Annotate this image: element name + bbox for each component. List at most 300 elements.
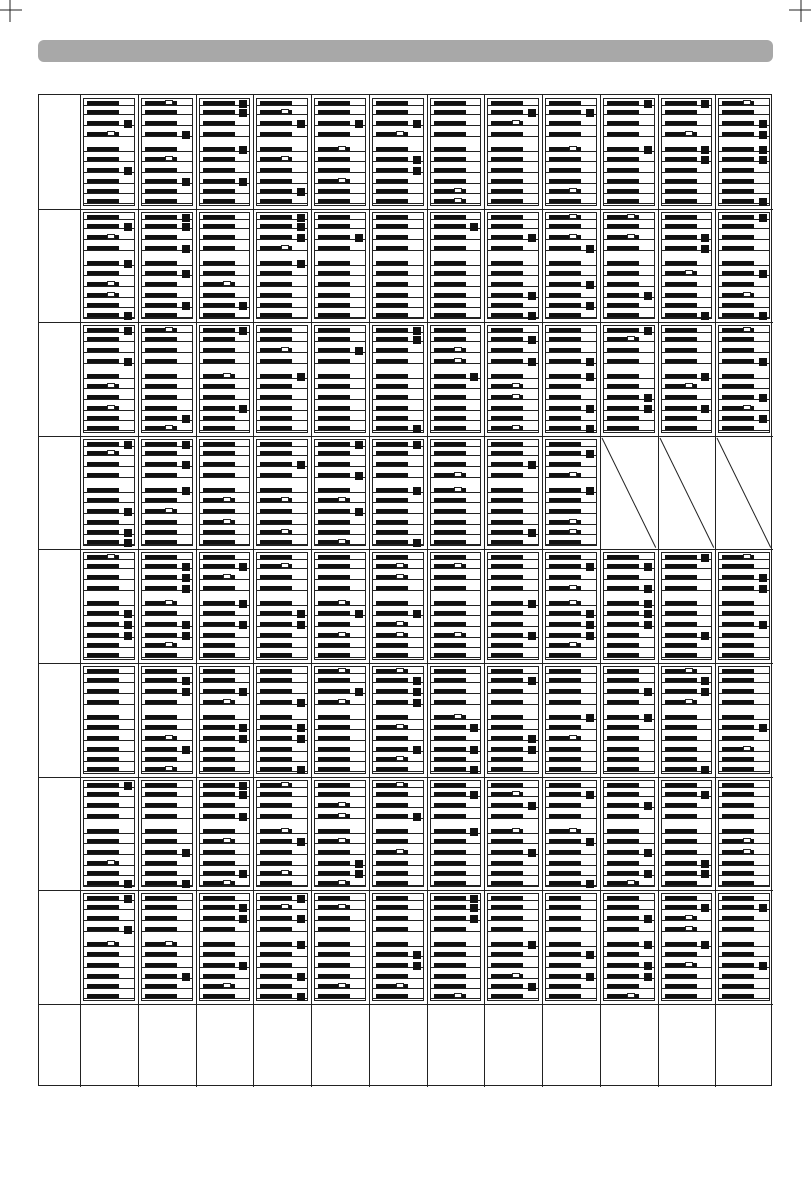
filled-marker — [528, 292, 536, 300]
cell-bar — [491, 509, 523, 513]
cell-bar — [318, 927, 350, 931]
cell-bar — [722, 669, 754, 673]
cell-line — [142, 657, 192, 658]
cell-bar — [203, 451, 235, 455]
cell-bar — [434, 916, 466, 920]
cell-line — [431, 988, 481, 989]
cell-line — [315, 729, 365, 730]
cell-line — [431, 446, 481, 447]
filled-marker — [470, 724, 478, 732]
cell-bar — [376, 147, 408, 151]
row-divider — [39, 663, 773, 664]
filled-marker — [239, 688, 247, 696]
cell-line — [431, 203, 481, 204]
cell-line — [315, 682, 365, 683]
cell-bar — [318, 462, 350, 466]
key-cell — [199, 552, 251, 660]
cell-line — [257, 446, 307, 447]
cell-line — [719, 265, 769, 266]
cell-bar — [260, 488, 292, 492]
cell-line — [604, 833, 654, 834]
cell-bar — [434, 451, 466, 455]
cell-line — [604, 559, 654, 560]
cell-line — [257, 410, 307, 411]
cell-bar — [491, 942, 523, 946]
cell-bar — [203, 540, 235, 544]
cell-bar — [260, 303, 292, 307]
cell-line — [315, 203, 365, 204]
cell-bar — [376, 994, 408, 998]
cell-bar — [434, 224, 466, 228]
cell-bar — [665, 839, 697, 843]
cell-line — [488, 909, 538, 910]
cell-bar — [607, 303, 639, 307]
cell-bar — [665, 374, 697, 378]
cell-bar — [434, 783, 466, 787]
cell-line — [200, 430, 250, 431]
cell-line — [431, 854, 481, 855]
cell-line — [431, 956, 481, 957]
cell-bar — [491, 633, 523, 637]
cell-bar — [491, 601, 523, 605]
open-marker — [107, 281, 115, 286]
cell-bar — [665, 896, 697, 900]
cell-bar — [491, 199, 523, 203]
cell-bar — [549, 132, 581, 136]
key-cell — [545, 439, 597, 547]
cell-line — [488, 410, 538, 411]
cell-line — [257, 761, 307, 762]
cell-line — [142, 477, 192, 478]
cell-bar — [607, 224, 639, 228]
filled-marker — [644, 714, 652, 722]
cell-line — [546, 183, 596, 184]
cell-line — [84, 590, 134, 591]
cell-line — [84, 161, 134, 162]
cell-bar — [491, 147, 523, 151]
cell-bar — [87, 715, 119, 719]
row-divider — [39, 890, 773, 891]
open-marker — [338, 497, 346, 502]
cell-line — [431, 544, 481, 545]
cell-bar — [491, 564, 523, 568]
cell-bar — [491, 871, 523, 875]
open-marker — [107, 383, 115, 388]
cell-bar — [665, 348, 697, 352]
cell-line — [662, 203, 712, 204]
cell-line — [315, 105, 365, 106]
cell-bar — [260, 416, 292, 420]
cell-line — [315, 657, 365, 658]
cell-line — [142, 286, 192, 287]
filled-marker — [182, 563, 190, 571]
cell-line — [431, 352, 481, 353]
cell-line — [257, 136, 307, 137]
cell-line — [84, 114, 134, 115]
cell-line — [604, 909, 654, 910]
empty-cell-diagonal — [600, 436, 658, 550]
open-marker — [281, 156, 289, 161]
cell-line — [257, 388, 307, 389]
cell-line — [488, 183, 538, 184]
cell-line — [315, 399, 365, 400]
cell-bar — [318, 622, 350, 626]
cell-bar — [260, 814, 292, 818]
cell-bar — [260, 215, 292, 219]
filled-marker — [355, 472, 363, 480]
cell-bar — [318, 157, 350, 161]
cell-bar — [145, 179, 177, 183]
cell-bar — [491, 337, 523, 341]
cell-line — [373, 807, 423, 808]
filled-marker — [586, 302, 594, 310]
cell-line — [431, 502, 481, 503]
filled-marker — [644, 100, 652, 108]
cell-bar — [203, 689, 235, 693]
cell-bar — [434, 374, 466, 378]
cell-bar — [203, 328, 235, 332]
cell-bar — [434, 963, 466, 967]
cell-bar — [203, 974, 235, 978]
cell-line — [431, 787, 481, 788]
cell-bar — [87, 520, 119, 524]
cell-line — [373, 946, 423, 947]
key-cell — [603, 212, 655, 320]
cell-bar — [434, 328, 466, 332]
cell-bar — [665, 611, 697, 615]
cell-line — [84, 818, 134, 819]
cell-bar — [434, 132, 466, 136]
cell-line — [142, 341, 192, 342]
cell-bar — [318, 313, 350, 317]
filled-marker — [644, 563, 652, 571]
cell-bar — [434, 498, 466, 502]
cell-line — [84, 559, 134, 560]
cell-bar — [722, 189, 754, 193]
open-marker — [223, 497, 231, 502]
cell-bar — [491, 348, 523, 352]
cell-bar — [607, 952, 639, 956]
cell-bar — [434, 653, 466, 657]
open-marker — [627, 336, 635, 341]
cell-bar — [607, 555, 639, 559]
cell-bar — [665, 199, 697, 203]
cell-line — [373, 843, 423, 844]
cell-line — [546, 446, 596, 447]
filled-marker — [528, 677, 536, 685]
cell-line — [488, 796, 538, 797]
cell-line — [84, 297, 134, 298]
key-cell — [603, 552, 655, 660]
cell-bar — [376, 540, 408, 544]
cell-bar — [665, 337, 697, 341]
key-cell — [545, 552, 597, 660]
filled-marker — [586, 563, 594, 571]
cell-bar — [318, 224, 350, 228]
filled-marker — [644, 973, 652, 981]
cell-bar — [87, 498, 119, 502]
open-marker — [338, 539, 346, 544]
open-marker — [165, 642, 173, 647]
cell-line — [488, 203, 538, 204]
cell-line — [315, 579, 365, 580]
filled-marker — [701, 904, 709, 912]
cell-line — [315, 946, 365, 947]
filled-marker — [586, 373, 594, 381]
column-divider — [600, 95, 601, 1087]
cell-bar — [376, 736, 408, 740]
cell-line — [84, 751, 134, 752]
cell-line — [546, 875, 596, 876]
cell-line — [546, 297, 596, 298]
cell-bar — [260, 406, 292, 410]
key-cell — [83, 439, 135, 547]
filled-marker — [124, 926, 132, 934]
cell-bar — [665, 564, 697, 568]
filled-marker — [124, 441, 132, 449]
cell-line — [546, 673, 596, 674]
filled-marker — [759, 358, 767, 366]
cell-bar — [87, 540, 119, 544]
cell-line — [662, 787, 712, 788]
cell-bar — [434, 337, 466, 341]
cell-line — [84, 410, 134, 411]
cell-bar — [434, 575, 466, 579]
cell-line — [373, 286, 423, 287]
cell-line — [662, 275, 712, 276]
cell-bar — [722, 994, 754, 998]
cell-bar — [318, 555, 350, 559]
cell-bar — [203, 189, 235, 193]
open-marker — [107, 941, 115, 946]
cell-line — [546, 125, 596, 126]
filled-marker — [182, 415, 190, 423]
cell-line — [431, 513, 481, 514]
cell-line — [719, 410, 769, 411]
cell-line — [662, 420, 712, 421]
cell-bar — [203, 442, 235, 446]
cell-line — [84, 466, 134, 467]
open-marker — [338, 838, 346, 843]
filled-marker — [586, 610, 594, 618]
cell-line — [315, 885, 365, 886]
filled-marker — [239, 915, 247, 923]
cell-line — [142, 193, 192, 194]
cell-bar — [145, 725, 177, 729]
filled-marker — [124, 632, 132, 640]
cell-bar — [318, 829, 350, 833]
cell-bar — [434, 462, 466, 466]
cell-bar — [376, 442, 408, 446]
cell-line — [373, 978, 423, 979]
key-cell — [661, 98, 713, 206]
cell-line — [373, 875, 423, 876]
cell-bar — [491, 235, 523, 239]
cell-bar — [376, 963, 408, 967]
cell-bar — [145, 442, 177, 446]
filled-marker — [182, 849, 190, 857]
key-cell — [83, 780, 135, 888]
cell-line — [142, 673, 192, 674]
cell-bar — [607, 374, 639, 378]
cell-bar — [722, 416, 754, 420]
cell-bar — [607, 564, 639, 568]
cell-bar — [549, 850, 581, 854]
cell-bar — [491, 757, 523, 761]
cell-bar — [607, 974, 639, 978]
cell-line — [546, 761, 596, 762]
cell-bar — [665, 689, 697, 693]
open-marker — [569, 234, 577, 239]
cell-bar — [87, 426, 119, 430]
cell-bar — [318, 199, 350, 203]
cell-bar — [318, 611, 350, 615]
key-cell — [314, 212, 366, 320]
cell-bar — [260, 916, 292, 920]
column-divider — [542, 95, 543, 1087]
open-marker — [281, 828, 289, 833]
cell-bar — [434, 669, 466, 673]
cell-bar — [665, 850, 697, 854]
cell-bar — [260, 736, 292, 740]
cell-bar — [87, 147, 119, 151]
column-divider — [253, 95, 254, 1087]
cell-bar — [87, 328, 119, 332]
cell-bar — [607, 633, 639, 637]
cell-bar — [260, 451, 292, 455]
filled-marker — [759, 146, 767, 154]
cell-bar — [87, 586, 119, 590]
cell-bar — [87, 601, 119, 605]
cell-line — [431, 967, 481, 968]
cell-line — [315, 161, 365, 162]
cell-line — [315, 388, 365, 389]
cell-line — [257, 161, 307, 162]
open-marker — [338, 668, 346, 673]
cell-bar — [607, 736, 639, 740]
open-marker — [569, 735, 577, 740]
cell-bar — [722, 814, 754, 818]
cell-line — [142, 544, 192, 545]
cell-bar — [434, 747, 466, 751]
open-marker — [223, 519, 231, 524]
cell-bar — [491, 462, 523, 466]
cell-bar — [87, 850, 119, 854]
cell-bar — [491, 622, 523, 626]
cell-line — [142, 761, 192, 762]
cell-line — [546, 534, 596, 535]
cell-line — [719, 900, 769, 901]
cell-bar — [722, 110, 754, 114]
column-divider — [715, 95, 716, 1087]
filled-marker — [701, 688, 709, 696]
filled-marker — [239, 563, 247, 571]
cell-bar — [376, 530, 408, 534]
cell-bar — [318, 678, 350, 682]
open-marker — [569, 529, 577, 534]
cell-line — [257, 363, 307, 364]
cell-bar — [318, 442, 350, 446]
filled-marker — [182, 621, 190, 629]
key-cell — [430, 325, 482, 433]
cell-bar — [260, 669, 292, 673]
cell-line — [488, 544, 538, 545]
cell-line — [488, 967, 538, 968]
filled-marker — [701, 405, 709, 413]
cell-line — [546, 559, 596, 560]
cell-bar — [376, 839, 408, 843]
filled-marker — [297, 260, 305, 268]
cell-bar — [491, 747, 523, 751]
cell-bar — [87, 803, 119, 807]
filled-marker — [297, 838, 305, 846]
cell-line — [604, 579, 654, 580]
cell-bar — [491, 896, 523, 900]
cell-line — [546, 740, 596, 741]
cell-line — [84, 275, 134, 276]
cell-line — [719, 378, 769, 379]
cell-bar — [203, 736, 235, 740]
cell-bar — [491, 984, 523, 988]
cell-line — [142, 998, 192, 999]
cell-bar — [549, 896, 581, 900]
cell-bar — [87, 767, 119, 771]
cell-bar — [549, 881, 581, 885]
cell-bar — [665, 942, 697, 946]
cell-line — [604, 286, 654, 287]
cell-bar — [203, 916, 235, 920]
cell-line — [142, 513, 192, 514]
cell-line — [546, 682, 596, 683]
cell-bar — [491, 916, 523, 920]
key-cell — [545, 212, 597, 320]
cell-bar — [434, 984, 466, 988]
cell-bar — [87, 736, 119, 740]
cell-bar — [203, 530, 235, 534]
cell-bar — [434, 896, 466, 900]
key-cell — [430, 552, 482, 660]
cell-bar — [434, 974, 466, 978]
key-cell — [603, 666, 655, 774]
cell-bar — [549, 575, 581, 579]
cell-bar — [491, 313, 523, 317]
cell-line — [200, 388, 250, 389]
cell-bar — [376, 601, 408, 605]
open-marker — [743, 405, 751, 410]
cell-line — [84, 605, 134, 606]
filled-marker — [182, 677, 190, 685]
key-cell — [487, 780, 539, 888]
cell-bar — [145, 814, 177, 818]
key-cell — [545, 893, 597, 1001]
cell-line — [662, 920, 712, 921]
filled-marker — [297, 373, 305, 381]
cell-line — [200, 544, 250, 545]
cell-line — [488, 626, 538, 627]
cell-bar — [87, 689, 119, 693]
cell-bar — [607, 725, 639, 729]
cell-bar — [145, 359, 177, 363]
filled-marker — [124, 782, 132, 790]
cell-line — [546, 751, 596, 752]
cell-line — [488, 875, 538, 876]
cell-line — [84, 183, 134, 184]
cell-bar — [607, 689, 639, 693]
filled-marker — [528, 735, 536, 743]
cell-bar — [145, 974, 177, 978]
cell-line — [257, 307, 307, 308]
cell-line — [200, 502, 250, 503]
